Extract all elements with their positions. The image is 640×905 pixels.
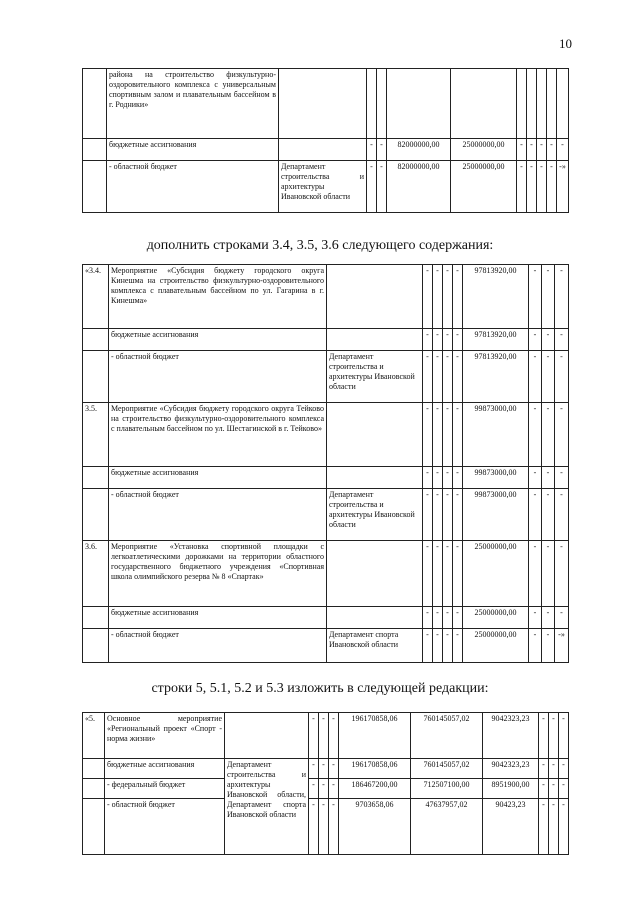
cell-dash: - — [329, 779, 339, 799]
row-exec — [327, 541, 423, 607]
cell-dash: - — [433, 351, 443, 403]
row-num — [83, 629, 109, 663]
cell-dash: - — [443, 489, 453, 541]
cell-dash: - — [542, 403, 555, 467]
row-num — [83, 607, 109, 629]
row-exec — [327, 265, 423, 329]
cell-dash: - — [423, 329, 433, 351]
cell-dash: -» — [555, 629, 569, 663]
cell-dash: - — [433, 467, 443, 489]
row-exec: Департамент строительства и архитектуры Ивановской области, Департамент спорта Ивановской области — [225, 759, 309, 855]
cell-value: 712507100,00 — [411, 779, 483, 799]
cell-dash: - — [433, 541, 443, 607]
cell-dash: - — [443, 403, 453, 467]
cell-value: 9042323,23 — [483, 713, 539, 759]
row-num: 3.5. — [83, 403, 109, 467]
cell-dash: - — [453, 607, 463, 629]
cell-dash: - — [453, 351, 463, 403]
row-name: Мероприятие «Субсидия бюджету городского округа Кинешма на строительство физкультурно-оздоровительного комплекса с плавательным бассейном по ул. Гагарина в г. Кинешма» — [109, 265, 327, 329]
cell-dash: - — [549, 799, 559, 855]
cell-dash: - — [453, 541, 463, 607]
page-number: 10 — [559, 36, 572, 51]
cell-dash: - — [423, 467, 433, 489]
cell-value: 82000000,00 — [387, 139, 451, 161]
cell-dash: -» — [557, 161, 569, 213]
row-name: бюджетные ассигнования — [105, 759, 225, 779]
cell-dash: - — [549, 759, 559, 779]
heading-add-rows: дополнить строками 3.4, 3.5, 3.6 следующего содержания: — [146, 238, 494, 253]
row-exec: Департамент строительства и архитектуры Ивановской области — [279, 161, 367, 213]
cell-value: 97813920,00 — [463, 329, 529, 351]
cell-dash: - — [559, 713, 569, 759]
cell-dash: - — [539, 759, 549, 779]
cell-dash: - — [529, 351, 542, 403]
cell-dash: - — [423, 489, 433, 541]
cell-value: 760145057,02 — [411, 713, 483, 759]
cell-dash: - — [555, 351, 569, 403]
cell-dash: - — [367, 161, 377, 213]
table-row — [83, 69, 569, 139]
cell-dash: - — [549, 713, 559, 759]
cell-dash: - — [542, 467, 555, 489]
table-bottom — [82, 712, 569, 855]
cell-value: 25000000,00 — [463, 629, 529, 663]
cell-dash: - — [529, 629, 542, 663]
cell-dash: - — [329, 713, 339, 759]
cell-dash: - — [542, 351, 555, 403]
row-exec: Департамент спорта Ивановской области — [327, 629, 423, 663]
cell-dash: - — [529, 489, 542, 541]
cell-dash: - — [319, 779, 329, 799]
row-num — [83, 351, 109, 403]
row-name: Мероприятие «Установка спортивной площадки с легкоатлетическими дорожками на территории областного государственного бюджетного учреждения «Спортивная школа олимпийского резерва № 8 «Спартак» — [109, 541, 327, 607]
cell-dash: - — [433, 607, 443, 629]
row-num — [83, 69, 107, 139]
cell-dash: - — [309, 759, 319, 779]
table-row — [83, 799, 569, 855]
row-num — [83, 329, 109, 351]
cell-dash: - — [527, 161, 537, 213]
cell-dash: - — [517, 139, 527, 161]
cell-dash: - — [423, 403, 433, 467]
row-num — [83, 759, 105, 779]
cell-dash: - — [423, 265, 433, 329]
cell-dash: - — [527, 139, 537, 161]
cell-value: 186467200,00 — [339, 779, 411, 799]
row-name: Мероприятие «Субсидия бюджету городского округа Тейково на строительство физкультурно-оздоровительного комплекса с плавательным бассейном по ул. Шестагинской в г. Тейково» — [109, 403, 327, 467]
cell-dash: - — [547, 139, 557, 161]
row-num — [83, 779, 105, 799]
cell-value: 97813920,00 — [463, 351, 529, 403]
table-row — [83, 541, 569, 607]
cell-value: 47637957,02 — [411, 799, 483, 855]
cell-dash: - — [557, 139, 569, 161]
cell-dash: - — [453, 329, 463, 351]
cell-value: 9042323,23 — [483, 759, 539, 779]
cell-dash: - — [423, 351, 433, 403]
row-num: «3.4. — [83, 265, 109, 329]
cell-dash: - — [555, 403, 569, 467]
cell-value: 25000000,00 — [451, 139, 517, 161]
cell-dash: - — [555, 467, 569, 489]
row-name: - областной бюджет — [109, 489, 327, 541]
cell-dash: - — [433, 629, 443, 663]
table-row — [83, 779, 569, 799]
row-num — [83, 139, 107, 161]
cell-dash: - — [377, 161, 387, 213]
cell-dash: - — [559, 799, 569, 855]
cell-dash: - — [542, 541, 555, 607]
table-row — [83, 489, 569, 541]
cell-dash: - — [453, 489, 463, 541]
table-row — [83, 607, 569, 629]
row-num — [83, 799, 105, 855]
cell-dash: - — [517, 161, 527, 213]
row-exec — [327, 607, 423, 629]
cell-dash: - — [537, 139, 547, 161]
row-exec — [279, 69, 367, 139]
table-top — [82, 68, 569, 213]
cell-value: 82000000,00 — [387, 161, 451, 213]
cell-dash: - — [309, 799, 319, 855]
cell-dash: - — [529, 467, 542, 489]
cell-value: 99873000,00 — [463, 403, 529, 467]
cell-dash: - — [555, 329, 569, 351]
row-name: бюджетные ассигнования — [107, 139, 279, 161]
table-row — [83, 759, 569, 779]
cell-dash: - — [542, 489, 555, 541]
cell-dash: - — [529, 403, 542, 467]
cell-dash: - — [537, 161, 547, 213]
cell-value: 8951900,00 — [483, 779, 539, 799]
cell-value: 9703658,06 — [339, 799, 411, 855]
cell-dash: - — [529, 607, 542, 629]
table-row — [83, 351, 569, 403]
cell-dash: - — [555, 541, 569, 607]
row-exec — [279, 139, 367, 161]
cell-dash: - — [423, 541, 433, 607]
cell-dash: - — [309, 779, 319, 799]
cell-value: 90423,23 — [483, 799, 539, 855]
table-row — [83, 329, 569, 351]
cell-dash: - — [539, 779, 549, 799]
table-row — [83, 161, 569, 213]
table-mid — [82, 264, 569, 663]
row-exec — [327, 467, 423, 489]
table-row — [83, 629, 569, 663]
cell-dash: - — [539, 799, 549, 855]
cell-dash: - — [443, 265, 453, 329]
cell-dash: - — [367, 139, 377, 161]
cell-dash: - — [433, 329, 443, 351]
cell-dash: - — [433, 403, 443, 467]
cell-dash: - — [555, 489, 569, 541]
cell-dash: - — [453, 403, 463, 467]
table-row — [83, 467, 569, 489]
cell-dash: - — [559, 779, 569, 799]
row-name: Основное мероприятие «Региональный проект «Спорт - норма жизни» — [105, 713, 225, 759]
cell-dash: - — [443, 329, 453, 351]
table-row — [83, 139, 569, 161]
table-row — [83, 403, 569, 467]
cell-dash: - — [377, 139, 387, 161]
cell-dash: - — [549, 779, 559, 799]
row-name: - федеральный бюджет — [105, 779, 225, 799]
row-num: 3.6. — [83, 541, 109, 607]
row-num — [83, 467, 109, 489]
cell-dash: - — [559, 759, 569, 779]
cell-dash: - — [555, 265, 569, 329]
cell-dash: - — [329, 759, 339, 779]
cell-dash: - — [319, 799, 329, 855]
table-row — [83, 265, 569, 329]
row-num: «5. — [83, 713, 105, 759]
cell-dash: - — [319, 713, 329, 759]
row-exec — [327, 403, 423, 467]
cell-dash: - — [329, 799, 339, 855]
cell-value: 99873000,00 — [463, 489, 529, 541]
cell-dash: - — [453, 467, 463, 489]
cell-dash: - — [539, 713, 549, 759]
cell-dash: - — [453, 265, 463, 329]
row-name: - областной бюджет — [109, 351, 327, 403]
cell-dash: - — [423, 629, 433, 663]
cell-dash: - — [443, 629, 453, 663]
row-name: бюджетные ассигнования — [109, 607, 327, 629]
heading-rows-5: строки 5, 5.1, 5.2 и 5.3 изложить в следующей редакции: — [151, 681, 489, 696]
cell-value: 25000000,00 — [451, 161, 517, 213]
cell-value: 196170858,06 — [339, 713, 411, 759]
row-exec: Департамент строительства и архитектуры Ивановской области — [327, 351, 423, 403]
cell-value: 25000000,00 — [463, 607, 529, 629]
row-name: бюджетные ассигнования — [109, 467, 327, 489]
cell-dash: - — [555, 607, 569, 629]
cell-dash: - — [423, 607, 433, 629]
cell-dash: - — [547, 161, 557, 213]
row-exec: Департамент строительства и архитектуры Ивановской области — [327, 489, 423, 541]
row-exec — [327, 329, 423, 351]
cell-dash: - — [443, 467, 453, 489]
cell-value: 99873000,00 — [463, 467, 529, 489]
cell-dash: - — [319, 759, 329, 779]
cell-dash: - — [453, 629, 463, 663]
row-name: - областной бюджет — [107, 161, 279, 213]
row-exec — [225, 713, 309, 759]
cell-dash: - — [443, 351, 453, 403]
cell-dash: - — [542, 607, 555, 629]
cell-dash: - — [542, 329, 555, 351]
cell-dash: - — [542, 629, 555, 663]
cell-value: 760145057,02 — [411, 759, 483, 779]
row-num — [83, 161, 107, 213]
cell-value: 97813920,00 — [463, 265, 529, 329]
cell-dash: - — [529, 265, 542, 329]
table-row — [83, 713, 569, 759]
cell-dash: - — [433, 489, 443, 541]
row-name: - областной бюджет — [109, 629, 327, 663]
row-name: района на строительство физкультурно-оздоровительного комплекса с универсальным спортивным залом и плавательным бассейном в г. Родники» — [107, 69, 279, 139]
cell-dash: - — [542, 265, 555, 329]
cell-dash: - — [529, 541, 542, 607]
cell-value: 196170858,06 — [339, 759, 411, 779]
row-name: бюджетные ассигнования — [109, 329, 327, 351]
row-num — [83, 489, 109, 541]
cell-dash: - — [443, 607, 453, 629]
cell-dash: - — [433, 265, 443, 329]
cell-dash: - — [529, 329, 542, 351]
cell-value: 25000000,00 — [463, 541, 529, 607]
cell-dash: - — [443, 541, 453, 607]
cell-dash: - — [309, 713, 319, 759]
row-name: - областной бюджет — [105, 799, 225, 855]
